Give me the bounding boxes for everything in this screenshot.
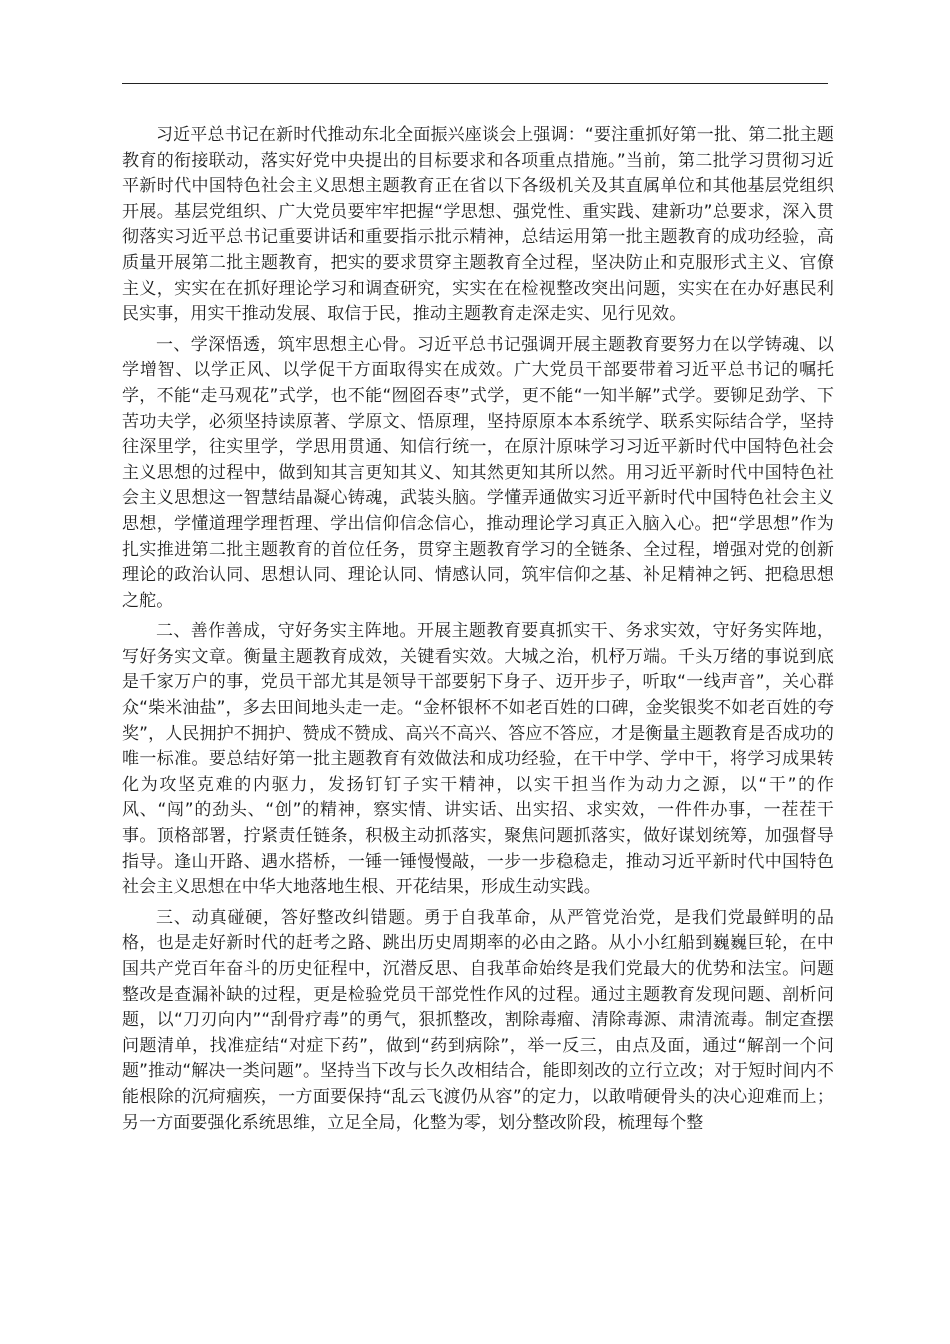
paragraph-section-2: 二、善作善成，守好务实主阵地。开展主题教育要真抓实干、务求实效，守好务实阵地，写好务实文章。衡量主题教育成效，关键看实效。大城之治，机杼万端。千头万绪的事说到底是千家万户的事，党员干部尤其是领导干部要躬下身子、迈开步子，听取“一线声音”，关心群众“柴米油盐”，多去田间地头走一走。“金杯银杯不如老百姓的口碑，金奖银奖不如老百姓的夸奖”，人民拥护不拥护、赞成不赞成、高兴不高兴、答应不答应，才是衡量主题教育是否成功的唯一标准。要总结好第一批主题教育有效做法和成功经验，在干中学、学中干，将学习成果转化为攻坚克难的内驱力，发扬钉钉子实干精神，以实干担当作为动力之源，以“干”的作风、“闯”的劲头、“创”的精神，察实情、讲实话、出实招、求实效，一件件办事，一茬茬干事。顶格部署，拧紧责任链条，积极主动抓落实，聚焦问题抓落实，做好谋划统筹，加强督导指导。逢山开路、遇水搭桥，一锤一锤慢慢敲，一步一步稳稳走，推动习近平新时代中国特色社会主义思想在中华大地落地生根、开花结果，形成生动实践。 bbox=[122, 621, 834, 898]
document-body bbox=[122, 123, 834, 1141]
paragraph-section-3: 三、动真碰硬，答好整改纠错题。勇于自我革命，从严管党治党，是我们党最鲜明的品格，也是走好新时代的赶考之路、跳出历史周期率的必由之路。从小小红船到巍巍巨轮，在中国共产党百年奋斗的历史征程中，沉潜反思、自我革命始终是我们党最大的优势和法宝。问题整改是查漏补缺的过程，更是检验党员干部党性作风的过程。通过主题教育发现问题、剖析问题，以“刀刃向内”“刮骨疗毒”的勇气，狠抓整改，割除毒瘤、清除毒源、肃清流毒。制定查摆问题清单，找准症结“对症下药”，做到“药到病除”，举一反三，由点及面，通过“解剖一个问题”推动“解决一类问题”。坚持当下改与长久改相结合，能即刻改的立行立改；对于短时间内不能根除的沉疴痼疾，一方面要保持“乱云飞渡仍从容”的定力，以敢啃硬骨头的决心迎难而上；另一方面要强化系统思维，立足全局，化整为零，划分整改阶段，梳理每个整 bbox=[122, 907, 834, 1133]
paragraph-section-1: 一、学深悟透，筑牢思想主心骨。习近平总书记强调开展主题教育要努力在以学铸魂、以学增智、以学正风、以学促干方面取得实在成效。广大党员干部要带着习近平总书记的嘱托学，不能“走马观花”式学，也不能“囫囵吞枣”式学，更不能“一知半解”式学。要铆足劲学、下苦功夫学，必须坚持读原著、学原文、悟原理，坚持原原本本系统学、联系实际结合学，坚持往深里学，往实里学，学思用贯通、知信行统一，在原汁原味学习习近平新时代中国特色社会主义思想的过程中，做到知其言更知其义、知其然更知其所以然。用习近平新时代中国特色社会主义思想这一智慧结晶凝心铸魂，武装头脑。学懂弄通做实习近平新时代中国特色社会主义思想，学懂道理学理哲理、学出信仰信念信心，推动理论学习真正入脑入心。把“学思想”作为扎实推进第二批主题教育的首位任务，贯穿主题教育学习的全链条、全过程，增强对党的创新理论的政治认同、思想认同、理论认同、情感认同，筑牢信仰之基、补足精神之钙、把稳思想之舵。 bbox=[122, 334, 834, 611]
paragraph-intro: 习近平总书记在新时代推动东北全面振兴座谈会上强调：“要注重抓好第一批、第二批主题教育的衔接联动，落实好党中央提出的目标要求和各项重点措施。”当前，第二批学习贯彻习近平新时代中国特色社会主义思想主题教育正在省以下各级机关及其直属单位和其他基层党组织开展。基层党组织、广大党员要牢牢把握“学思想、强党性、重实践、建新功”总要求，深入贯彻落实习近平总书记重要讲话和重要指示批示精神，总结运用第一批主题教育的成功经验，高质量开展第二批主题教育，把实的要求贯穿主题教育全过程，坚决防止和克服形式主义、官僚主义，实实在在抓好理论学习和调查研究，实实在在检视整改突出问题，实实在在办好惠民利民实事，用实干推动发展、取信于民，推动主题教育走深走实、见行见效。 bbox=[122, 125, 834, 325]
header-rule bbox=[122, 83, 828, 84]
